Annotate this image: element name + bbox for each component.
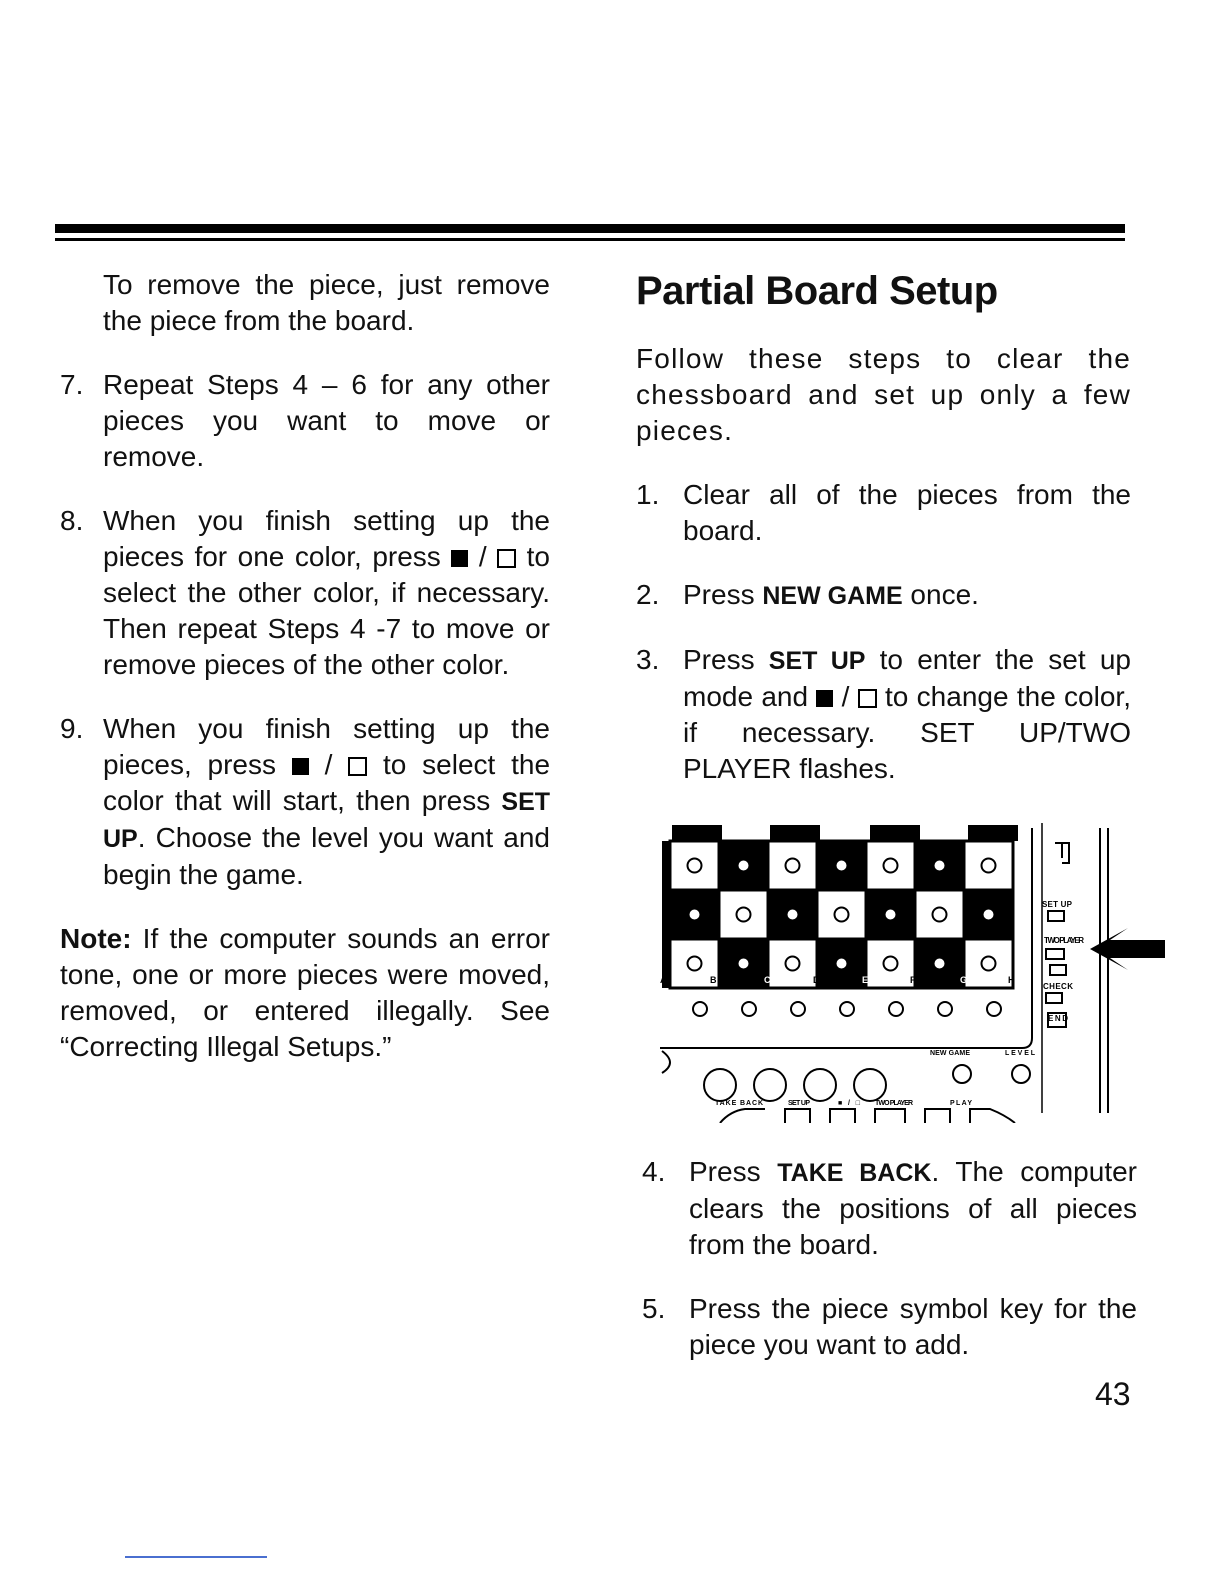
step-text: Press the piece symbol key for the piece you want to add. bbox=[689, 1293, 1137, 1360]
black-square-icon bbox=[292, 758, 309, 775]
step-4 bbox=[642, 1154, 1137, 1263]
step-3 bbox=[636, 642, 1131, 787]
note-label: Note: bbox=[60, 923, 132, 954]
bottom-label-two-player: TWO PLAYER bbox=[875, 1100, 913, 1107]
step-number: 1. bbox=[636, 479, 660, 510]
page-number: 43 bbox=[1095, 1376, 1131, 1412]
step-8 bbox=[60, 503, 550, 683]
key-name: SET UP bbox=[103, 788, 551, 853]
file-label: C bbox=[764, 975, 771, 985]
bottom-led-ring bbox=[693, 1002, 707, 1016]
light-square bbox=[768, 841, 817, 890]
bottom-label-set-up: SET UP bbox=[788, 1100, 810, 1107]
board-notch bbox=[770, 825, 820, 841]
right-column-continued bbox=[636, 1154, 1137, 1363]
light-square bbox=[866, 939, 915, 988]
step-5 bbox=[642, 1291, 1137, 1363]
black-square-icon bbox=[451, 550, 468, 567]
light-square bbox=[719, 890, 768, 939]
light-square bbox=[964, 841, 1013, 890]
black-square-icon bbox=[816, 690, 833, 707]
square-led-dot bbox=[935, 959, 945, 969]
step-text: Clear all of the pieces from the board. bbox=[683, 479, 1131, 546]
step-number: 7. bbox=[60, 369, 84, 400]
file-label: F bbox=[910, 975, 916, 985]
bottom-led-ring bbox=[840, 1002, 854, 1016]
file-label: H bbox=[1008, 975, 1015, 985]
light-square bbox=[964, 939, 1013, 988]
side-label-end: END bbox=[1048, 1014, 1068, 1023]
step-text: . Choose the level you want and begin the game. bbox=[103, 822, 550, 890]
light-square bbox=[768, 939, 817, 988]
bottom-led-ring bbox=[889, 1002, 903, 1016]
file-label: G bbox=[960, 975, 968, 985]
step-9 bbox=[60, 711, 550, 893]
pointer-arrow-icon bbox=[1090, 928, 1165, 970]
file-label: D bbox=[813, 975, 820, 985]
left-column bbox=[60, 267, 550, 1065]
square-led-dot bbox=[837, 959, 847, 969]
square-led-dot bbox=[984, 910, 994, 920]
file-label: A bbox=[660, 975, 667, 985]
white-square-icon bbox=[858, 689, 877, 708]
note-text: If the computer sounds an error tone, one or more pieces were moved, removed, or entered illegally. See “Correcting Illegal Setups.” bbox=[60, 923, 550, 1062]
bottom-label-play: PLAY bbox=[950, 1100, 972, 1107]
bottom-led-ring bbox=[987, 1002, 1001, 1016]
intro-paragraph: To remove the piece, just remove the piece from the board. bbox=[103, 269, 550, 336]
white-square-icon bbox=[497, 549, 516, 568]
square-led-dot bbox=[935, 861, 945, 871]
board-notch bbox=[672, 825, 722, 841]
bottom-led-ring bbox=[791, 1002, 805, 1016]
step-number: 8. bbox=[60, 505, 84, 536]
square-led-dot bbox=[690, 910, 700, 920]
board-notch bbox=[870, 825, 920, 841]
board-drawing bbox=[660, 823, 1170, 1123]
chess-computer-illustration bbox=[660, 823, 1170, 1123]
bottom-led-ring bbox=[742, 1002, 756, 1016]
step-1 bbox=[636, 477, 1131, 549]
step-text: to change the color, if necessary. SET UP/TWO PLAYER flashes. bbox=[683, 681, 1131, 784]
right-column bbox=[636, 267, 1131, 787]
note bbox=[60, 921, 550, 1065]
step-text: Repeat Steps 4 – 6 for any other pieces you want to move or remove. bbox=[103, 369, 550, 472]
top-label-level: LEVEL bbox=[1005, 1050, 1035, 1057]
bottom-label-take-back: TAKE BACK bbox=[715, 1100, 763, 1107]
bottom-label-color: ■/□ bbox=[838, 1100, 860, 1107]
square-led-dot bbox=[739, 959, 749, 969]
slash: / bbox=[478, 541, 487, 572]
step-number: 5. bbox=[642, 1293, 666, 1324]
bottom-led-ring bbox=[938, 1002, 952, 1016]
section-heading: Partial Board Setup bbox=[636, 269, 998, 313]
step-number: 3. bbox=[636, 644, 660, 675]
step-number: 4. bbox=[642, 1156, 666, 1187]
board-edge bbox=[662, 841, 670, 988]
light-square bbox=[670, 841, 719, 890]
light-square bbox=[866, 841, 915, 890]
step-text: to select the other color, if necessary. Then repeat Steps 4 -7 to move or remove pieces of the other color. bbox=[103, 541, 550, 680]
file-label: E bbox=[862, 975, 869, 985]
step-text: Press bbox=[689, 1156, 761, 1187]
side-label-set-up: SET UP bbox=[1042, 900, 1072, 909]
key-name: SET UP bbox=[768, 647, 866, 675]
slash: / bbox=[841, 681, 850, 712]
step-text: once. bbox=[910, 579, 979, 610]
square-led-dot bbox=[788, 910, 798, 920]
step-2 bbox=[636, 577, 1131, 614]
white-square-icon bbox=[348, 757, 367, 776]
light-square bbox=[915, 890, 964, 939]
step-text: Press bbox=[683, 579, 755, 610]
step-text: When you finish setting up the pieces for one color, press bbox=[103, 505, 550, 572]
top-rule-thin bbox=[55, 238, 1125, 241]
slash: / bbox=[324, 749, 333, 780]
bottom-divider bbox=[125, 1556, 267, 1558]
side-label-check: CHECK bbox=[1043, 982, 1073, 991]
step-7 bbox=[60, 367, 550, 475]
square-led-dot bbox=[837, 861, 847, 871]
step-text: . The computer clears the positions of all pieces from the board. bbox=[689, 1156, 1137, 1260]
step-number: 2. bbox=[636, 579, 660, 610]
key-name: NEW GAME bbox=[762, 582, 903, 610]
file-label: B bbox=[710, 975, 717, 985]
step-text: to select the color that will start, then press bbox=[103, 749, 551, 816]
light-square bbox=[817, 890, 866, 939]
right-intro: Follow these steps to clear the chessboard and set up only a few pieces. bbox=[636, 343, 1131, 446]
step-number: 9. bbox=[60, 713, 84, 744]
step-text: to enter the set up mode and bbox=[683, 644, 1131, 712]
board-notch bbox=[968, 825, 1018, 841]
top-label-new-game: NEW GAME bbox=[930, 1050, 970, 1057]
side-label-two-player: TWO PLAYER bbox=[1044, 936, 1084, 945]
top-rule-thick bbox=[55, 224, 1125, 233]
square-led-dot bbox=[739, 861, 749, 871]
step-text: When you finish setting up the pieces, press bbox=[103, 713, 550, 780]
key-name: TAKE BACK bbox=[777, 1159, 932, 1187]
square-led-dot bbox=[886, 910, 896, 920]
step-text: Press bbox=[683, 644, 755, 675]
